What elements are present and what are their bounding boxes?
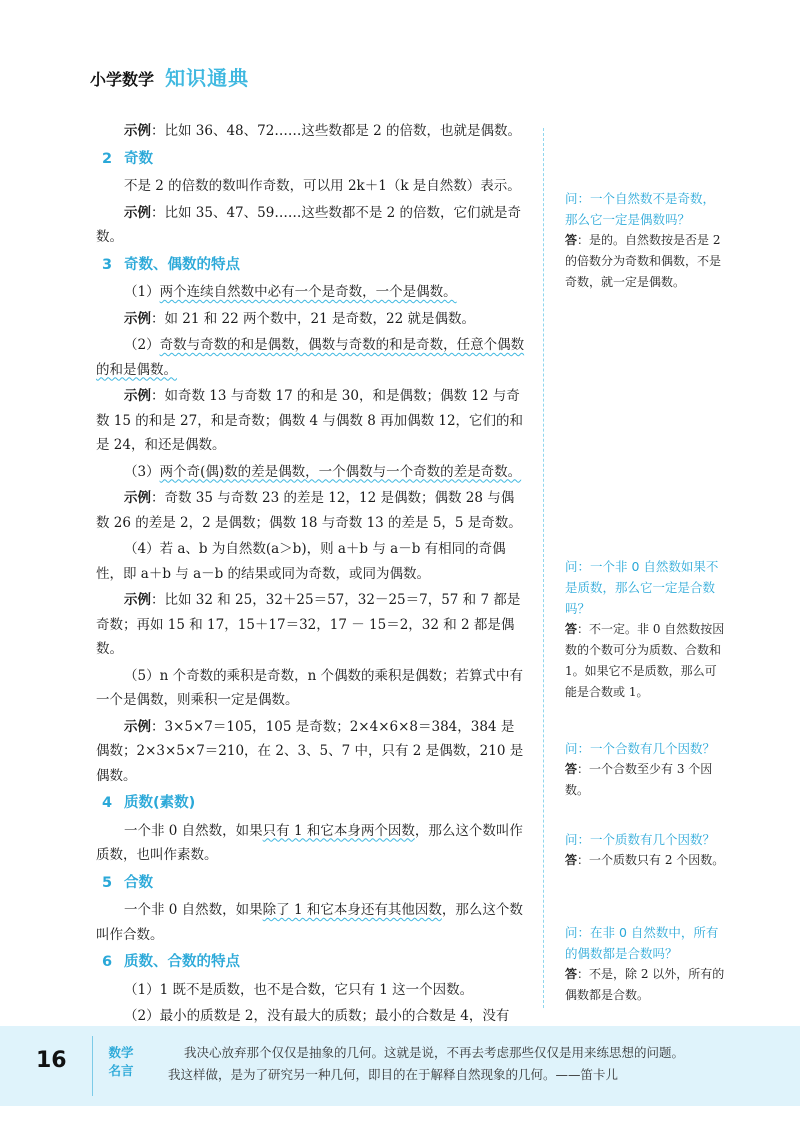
quote-line: 我这样做，是为了研究另一种几何，即目的在于解释自然现象的几何。——笛卡儿 <box>168 1067 619 1082</box>
key-phrase: 只有 1 和它本身两个因数 <box>262 822 415 839</box>
example-label: 示例 <box>124 204 151 221</box>
example-text: ：3×5×7＝105，105 是奇数；2×4×6×8＝384，384 是偶数；2×3×5×7＝210，在 2、3、5、7 中，只有 2 是偶数，210 是偶数。 <box>96 718 524 784</box>
example-paragraph <box>96 715 526 789</box>
example-paragraph <box>96 384 526 458</box>
section-number: 3 <box>102 256 113 273</box>
section-heading-4 <box>96 791 526 816</box>
rule-paragraph: （4）若 a、b 为自然数(a＞b)，则 a＋b 与 a－b 有相同的奇偶性，即 a＋b 与 a－b 的结果或同为奇数，或同为偶数。 <box>96 541 506 582</box>
book-brand: 知识通典 <box>165 66 250 90</box>
sidebar-qa-2 <box>565 556 725 703</box>
definition-text: ，那么这个数叫作质数，也叫作素数。 <box>96 822 523 863</box>
main-content <box>96 119 526 1031</box>
definition-paragraph <box>96 898 526 947</box>
example-label: 示例 <box>124 718 151 735</box>
sidebar-question: 问：一个合数有几个因数？ <box>565 741 716 756</box>
page-header <box>90 62 249 92</box>
rule-prefix: （1） <box>124 284 160 300</box>
column-divider <box>543 128 544 1008</box>
rule-paragraph <box>96 460 526 485</box>
series-title: 小学数学 <box>90 70 155 89</box>
rule-paragraph <box>96 280 526 305</box>
section-heading-6 <box>96 950 526 975</box>
sidebar-qa-1 <box>565 188 725 293</box>
section-heading-2 <box>96 147 526 172</box>
rule-paragraph: （5）n 个奇数的乘积是奇数，n 个偶数的乘积是偶数；若算式中有一个是偶数，则乘积一定是偶数。 <box>96 667 524 708</box>
example-paragraph <box>96 486 526 535</box>
rule-text: 两个连续自然数中必有一个是奇数，一个是偶数。 <box>159 284 457 300</box>
sidebar-question: 问：在非 0 自然数中，所有的偶数都是合数吗？ <box>565 925 719 961</box>
answer-text: ：是的。自然数按是否是 2 的倍数分为奇数和偶数，不是奇数，就一定是偶数。 <box>565 233 722 289</box>
sidebar-question: 问：一个质数有几个因数？ <box>565 832 716 847</box>
example-label: 示例 <box>124 592 151 608</box>
section-heading-3 <box>96 253 526 278</box>
example-label: 示例 <box>124 388 151 404</box>
section-title: 质数、合数的特点 <box>124 954 240 970</box>
footer-divider <box>92 1036 93 1096</box>
answer-text: ：一个质数只有 2 个因数。 <box>577 853 725 867</box>
example-text: ：比如 35、47、59……这些数都不是 2 的倍数，它们就是奇数。 <box>96 204 521 245</box>
example-text: ：比如 36、48、72……这些数都是 2 的倍数，也就是偶数。 <box>151 123 521 139</box>
rule-text: 奇数与奇数的和是偶数，偶数与奇数的和是奇数，任意个偶数的和是偶数。 <box>96 337 525 378</box>
answer-text: ：不是，除 2 以外，所有的偶数都是合数。 <box>565 967 725 1002</box>
example-paragraph <box>96 307 526 332</box>
example-paragraph <box>96 119 526 144</box>
sidebar-qa-3 <box>565 738 725 801</box>
sidebar-answer <box>565 759 725 801</box>
answer-label: 答 <box>565 853 578 867</box>
example-text: ：如奇数 13 与奇数 17 的和是 30，和是偶数；偶数 12 与奇数 15 的和是 27，和是奇数；偶数 4 与偶数 8 再加偶数 12，它们的和是 24，和还是偶数。 <box>96 388 524 453</box>
answer-text: ：一个合数至少有 3 个因数。 <box>565 762 713 797</box>
page-footer <box>0 1026 800 1106</box>
rule-paragraph: （1）1 既不是质数，也不是合数，它只有 1 这一个因数。 <box>124 981 474 998</box>
quote-tag: 数学名言 <box>108 1045 134 1078</box>
sidebar-answer <box>565 619 725 703</box>
rule-prefix: （2） <box>124 337 160 353</box>
example-paragraph <box>96 201 526 250</box>
definition-text: 一个非 0 自然数，如果 <box>124 902 263 918</box>
sidebar-answer <box>565 230 725 293</box>
example-label: 示例 <box>124 310 151 327</box>
section-title: 质数(素数) <box>124 795 196 811</box>
example-label: 示例 <box>124 490 151 506</box>
answer-label: 答 <box>565 622 578 636</box>
section-number: 4 <box>102 795 113 811</box>
section-heading-5 <box>96 871 526 896</box>
answer-label: 答 <box>565 967 578 981</box>
answer-label: 答 <box>565 233 578 247</box>
definition-paragraph <box>96 819 526 868</box>
section-title: 合数 <box>124 874 153 891</box>
section-number: 2 <box>102 150 113 167</box>
sidebar-question: 问：一个自然数不是奇数，那么它一定是偶数吗？ <box>565 191 716 227</box>
sidebar-answer <box>565 850 725 871</box>
section-number: 6 <box>102 954 113 970</box>
sidebar-qa-4 <box>565 829 725 871</box>
answer-text: ：不一定。非 0 自然数按因数的个数可分为质数、合数和 1。如果它不是质数，那么可能是合数或 1。 <box>565 622 725 699</box>
answer-label: 答 <box>565 762 578 776</box>
example-label: 示例 <box>124 123 151 139</box>
section-title: 奇数、偶数的特点 <box>124 256 240 273</box>
sidebar-qa-5 <box>565 922 725 1006</box>
rule-paragraph: （2）最小的质数是 2，没有最大的质数；最小的合数是 4，没有 <box>124 1008 510 1024</box>
quote-line: 我决心放弃那个仅仅是抽象的几何。这就是说，不再去考虑那些仅仅是用来练思想的问题。 <box>184 1045 685 1060</box>
section-title: 奇数 <box>124 150 153 167</box>
rule-text: 两个奇(偶)数的差是偶数，一个偶数与一个奇数的差是奇数。 <box>159 463 522 480</box>
famous-quote <box>168 1042 748 1086</box>
example-text: ：如 21 和 22 两个数中，21 是奇数，22 就是偶数。 <box>151 310 475 327</box>
section-number: 5 <box>102 874 113 891</box>
rule-prefix: （3） <box>124 463 160 480</box>
sidebar-question: 问：一个非 0 自然数如果不是质数，那么它一定是合数吗？ <box>565 559 719 616</box>
rule-paragraph <box>96 333 526 382</box>
definition-text: ，那么这个数叫作合数。 <box>96 902 523 943</box>
example-paragraph <box>96 588 526 662</box>
definition-paragraph: 不是 2 的倍数的数叫作奇数，可以用 2k＋1（k 是自然数）表示。 <box>124 178 521 194</box>
definition-text: 一个非 0 自然数，如果 <box>124 822 263 839</box>
example-text: ：比如 32 和 25，32＋25＝57，32－25＝7，57 和 7 都是奇数；再如 15 和 17，15＋17＝32，17 － 15＝2，32 和 2 都是偶数。 <box>96 592 521 657</box>
key-phrase: 除了 1 和它本身还有其他因数 <box>262 902 442 918</box>
example-text: ：奇数 35 与奇数 23 的差是 12，12 是偶数；偶数 28 与偶数 26 的差是 2，2 是偶数；偶数 18 与奇数 13 的差是 5，5 是奇数。 <box>96 490 522 531</box>
sidebar-answer <box>565 964 725 1006</box>
page-number: 16 <box>36 1048 67 1073</box>
